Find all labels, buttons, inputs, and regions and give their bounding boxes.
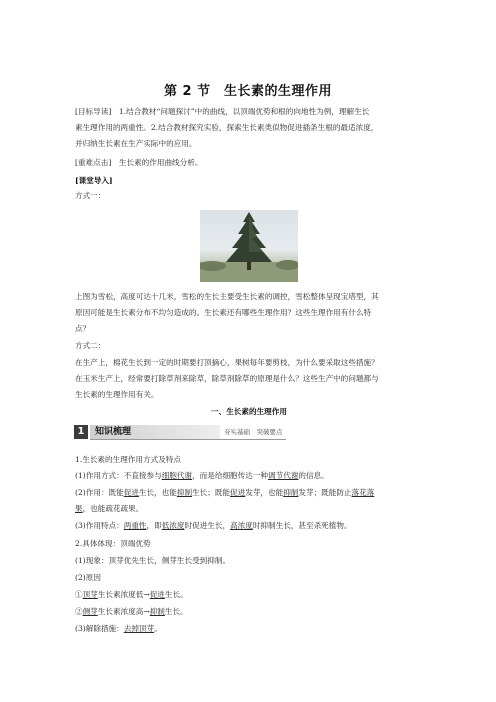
banner-number: 1 — [74, 425, 88, 439]
banner-divider — [90, 439, 286, 440]
knowledge-banner — [74, 425, 284, 439]
method-one-label: 方式一： — [75, 191, 106, 200]
goals-line-2: 素生理作用的两重性。2.结合教材探究实验，探索生长素类似物促进插条生根的最适浓度， — [75, 123, 379, 132]
point-1-item-2: (2)作用：既能促进生长，也能抑制生长；既能促进发芽，也能抑制发芽；既能防止落花落 果，也能疏花疏果。 — [75, 488, 375, 513]
page-title: 第 2 节 生长素的生理作用 — [163, 84, 333, 99]
class-intro-heading: [课堂导入] — [75, 176, 113, 185]
key-points: [重难点击] 生长素的作用曲线分析。 — [75, 158, 203, 167]
goals-line-3: 并归纳生长素在生产实际中的应用。 — [75, 139, 197, 148]
banner-label: 知识梳理 — [95, 427, 132, 437]
point-2-item-2: (2)原因 — [75, 573, 101, 582]
point-2-item-5: (3)解除措施：去掉顶芽。 — [75, 624, 162, 633]
point-2-item-3: ①顶芽生长素浓度低→促进生长。 — [75, 590, 188, 599]
section-heading: 一、生长素的生理作用 — [211, 407, 287, 416]
point-2-item-1: (1)现象：顶芽优先生长，侧芽生长受到抑制。 — [75, 556, 231, 565]
point-1-item-1: (1)作用方式：不直接参与细胞代谢，而是给细胞传达一种调节代谢的信息。 — [75, 471, 329, 480]
point-1-heading: 1.生长素的生理作用方式及特点 — [75, 455, 181, 464]
point-2-heading: 2.具体体现：顶端优势 — [75, 539, 151, 548]
paragraph-2: 在生产上，棉花生长到一定的时期要打顶摘心，果树每年要剪枝，为什么要采取这些措施？ 在玉米生产上，经常要打除草剂来除草，除草剂除草的原理是什么？这些生产中的问题都与 生长素的生理作用有关。 — [75, 358, 379, 399]
banner-subtitle: 夯实基础 突破要点 — [224, 428, 283, 436]
paragraph-1: 上图为雪松，高度可达十几米，雪松的生长主要受生长素的调控，雪松整体呈现宝塔型，其 原因可能是生长素分布不均匀造成的。生长素还有哪些生理作用？这些生理作用有什么特 点？ — [75, 292, 379, 333]
learning-goals — [75, 104, 423, 152]
point-2-item-4: ②侧芽生长素浓度高→抑制生长。 — [75, 607, 188, 616]
method-two-label: 方式二： — [75, 341, 106, 350]
point-1-item-3: (3)作用特点：两重性，即低浓度时促进生长，高浓度时抑制生长，甚至杀死植物。 — [75, 521, 352, 530]
snow-pine-tree-photo — [200, 210, 298, 282]
goals-line-1: [目标导读] 1.结合教材“问题探讨”中的曲线，以顶端优势和根的向地性为例，理解生长 — [75, 107, 370, 116]
